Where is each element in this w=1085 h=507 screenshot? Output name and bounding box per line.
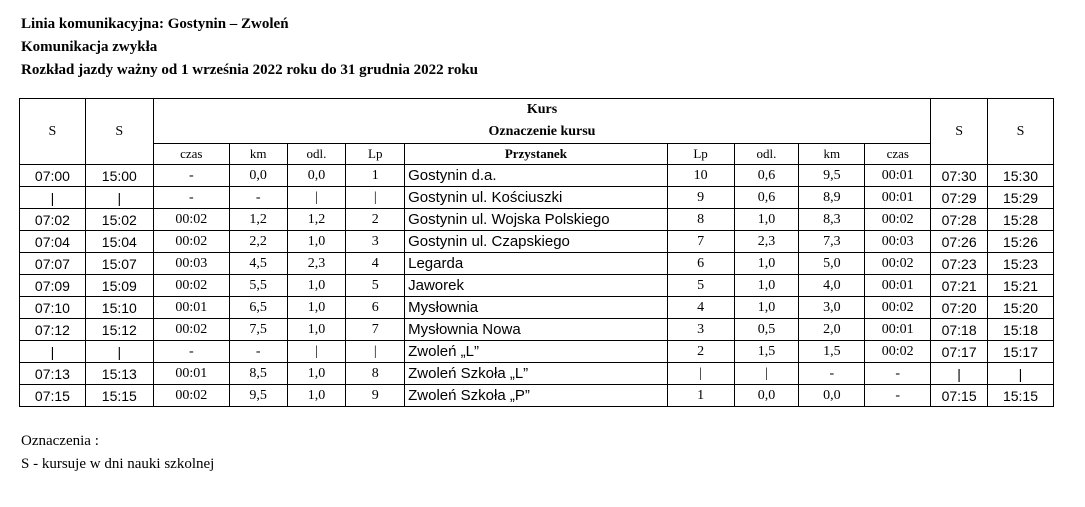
table-cell: 00:01	[153, 297, 229, 319]
table-cell: -	[229, 187, 287, 209]
table-cell: 1,0	[734, 297, 799, 319]
table-cell: 9	[667, 187, 734, 209]
table-cell: 4	[346, 253, 405, 275]
table-cell: 00:02	[865, 297, 931, 319]
table-cell: 00:02	[153, 209, 229, 231]
table-row	[20, 275, 1054, 297]
table-cell: 15:13	[85, 363, 153, 385]
subheader-czas-8: czas	[865, 144, 931, 165]
table-row	[20, 209, 1054, 231]
table-cell: -	[153, 187, 229, 209]
table-cell: 5	[346, 275, 405, 297]
table-cell: 9,5	[229, 385, 287, 407]
subheader-odl-6: odl.	[734, 144, 799, 165]
table-cell: 8,5	[229, 363, 287, 385]
table-cell: 15:15	[987, 385, 1053, 407]
table-cell: 2	[667, 341, 734, 363]
table-cell: 0,0	[287, 165, 346, 187]
service-type: Komunikacja zwykła	[21, 39, 158, 55]
table-cell: |	[346, 341, 405, 363]
table-cell: 2	[346, 209, 405, 231]
table-cell: 1,2	[287, 209, 346, 231]
table-cell: 15:04	[85, 231, 153, 253]
table-cell: 2,3	[734, 231, 799, 253]
table-cell: -	[153, 341, 229, 363]
table-cell: 00:02	[153, 275, 229, 297]
table-cell: 1,0	[287, 231, 346, 253]
subheader-km-7: km	[799, 144, 865, 165]
table-cell: 0,0	[799, 385, 865, 407]
table-cell: 3	[667, 319, 734, 341]
table-cell: 5,0	[799, 253, 865, 275]
table-cell: 00:01	[153, 363, 229, 385]
table-cell: 8	[346, 363, 405, 385]
table-cell: 15:28	[987, 209, 1053, 231]
table-cell: 2,3	[287, 253, 346, 275]
table-cell: 1,0	[287, 363, 346, 385]
table-cell: 0,0	[734, 385, 799, 407]
table-cell: 07:30	[931, 165, 988, 187]
table-cell: 07:28	[931, 209, 988, 231]
subheader-odl-2: odl.	[287, 144, 346, 165]
validity-period: Rozkład jazdy ważny od 1 września 2022 roku do 31 grudnia 2022 roku	[21, 62, 479, 78]
table-cell: 07:23	[931, 253, 988, 275]
table-cell: 1,0	[287, 385, 346, 407]
table-cell: 15:17	[987, 341, 1053, 363]
subheader-czas-0: czas	[153, 144, 229, 165]
table-cell: -	[153, 165, 229, 187]
table-cell: 15:20	[987, 297, 1053, 319]
table-cell: |	[20, 341, 86, 363]
subheader-row	[20, 144, 1054, 165]
table-cell: |	[287, 187, 346, 209]
table-row	[20, 165, 1054, 187]
stop-name: Zwoleń Szkoła „P”	[405, 385, 668, 407]
timetable-body	[20, 165, 1054, 407]
table-cell: 00:02	[153, 385, 229, 407]
table-cell: 0,0	[229, 165, 287, 187]
col-s-1: S	[20, 99, 86, 165]
table-cell: 1,0	[287, 319, 346, 341]
table-cell: 2,2	[229, 231, 287, 253]
table-cell: 07:00	[20, 165, 86, 187]
table-cell: -	[865, 363, 931, 385]
table-cell: 07:20	[931, 297, 988, 319]
stop-name: Mysłownia Nowa	[405, 319, 668, 341]
table-cell: |	[987, 363, 1053, 385]
table-cell: -	[229, 341, 287, 363]
table-cell: 2,0	[799, 319, 865, 341]
oznaczenie-label: Oznaczenie kursu	[488, 124, 596, 139]
stop-name: Mysłownia	[405, 297, 668, 319]
table-cell: 6	[346, 297, 405, 319]
table-cell: 15:10	[85, 297, 153, 319]
table-row	[20, 363, 1054, 385]
table-cell: 15:26	[987, 231, 1053, 253]
table-cell: 9	[346, 385, 405, 407]
table-cell: 0,5	[734, 319, 799, 341]
table-cell: 7	[667, 231, 734, 253]
table-cell: 00:02	[865, 341, 931, 363]
table-cell: |	[346, 187, 405, 209]
table-cell: 00:03	[153, 253, 229, 275]
stop-name: Gostynin ul. Wojska Polskiego	[405, 209, 668, 231]
table-cell: 4,0	[799, 275, 865, 297]
table-cell: 8,9	[799, 187, 865, 209]
timetable	[19, 98, 1054, 407]
table-cell: -	[799, 363, 865, 385]
table-cell: 1	[346, 165, 405, 187]
table-cell: 1,0	[734, 253, 799, 275]
table-cell: 15:30	[987, 165, 1053, 187]
table-cell: 07:10	[20, 297, 86, 319]
table-cell: 15:09	[85, 275, 153, 297]
legend	[21, 430, 214, 476]
table-cell: |	[287, 341, 346, 363]
table-cell: 07:26	[931, 231, 988, 253]
table-cell: 15:07	[85, 253, 153, 275]
table-cell: 0,6	[734, 187, 799, 209]
table-cell: 15:23	[987, 253, 1053, 275]
table-cell: 07:02	[20, 209, 86, 231]
table-cell: 07:04	[20, 231, 86, 253]
stop-name: Gostynin ul. Kościuszki	[405, 187, 668, 209]
table-cell: 1,0	[734, 209, 799, 231]
table-cell: 07:18	[931, 319, 988, 341]
table-cell: 07:29	[931, 187, 988, 209]
table-cell: |	[931, 363, 988, 385]
table-cell: |	[85, 341, 153, 363]
table-cell: 1,0	[734, 275, 799, 297]
table-cell: 3,0	[799, 297, 865, 319]
table-cell: 07:21	[931, 275, 988, 297]
table-cell: 15:15	[85, 385, 153, 407]
table-cell: 15:00	[85, 165, 153, 187]
col-s-3: S	[931, 99, 988, 165]
table-cell: 15:21	[987, 275, 1053, 297]
table-cell: 7,5	[229, 319, 287, 341]
table-cell: |	[85, 187, 153, 209]
table-cell: 00:01	[865, 319, 931, 341]
kurs-label: Kurs	[526, 102, 558, 117]
table-cell: 00:02	[153, 319, 229, 341]
kurs-header	[153, 99, 930, 144]
stop-name: Legarda	[405, 253, 668, 275]
table-cell: 07:15	[20, 385, 86, 407]
table-cell: 07:09	[20, 275, 86, 297]
table-cell: 10	[667, 165, 734, 187]
table-cell: 5,5	[229, 275, 287, 297]
table-cell: 15:12	[85, 319, 153, 341]
stop-name: Jaworek	[405, 275, 668, 297]
table-cell: 1,5	[799, 341, 865, 363]
table-cell: 00:02	[865, 253, 931, 275]
table-cell: 5	[667, 275, 734, 297]
table-cell: 07:12	[20, 319, 86, 341]
table-cell: |	[20, 187, 86, 209]
stop-name: Gostynin ul. Czapskiego	[405, 231, 668, 253]
table-cell: 4	[667, 297, 734, 319]
table-cell: 6,5	[229, 297, 287, 319]
table-row	[20, 341, 1054, 363]
table-cell: 1,2	[229, 209, 287, 231]
table-row	[20, 319, 1054, 341]
table-cell: 00:02	[153, 231, 229, 253]
table-row	[20, 231, 1054, 253]
table-row	[20, 297, 1054, 319]
table-cell: 6	[667, 253, 734, 275]
table-cell: 15:18	[987, 319, 1053, 341]
table-cell: 00:01	[865, 165, 931, 187]
legend-title: Oznaczenia :	[21, 433, 99, 449]
stop-name: Zwoleń Szkoła „L”	[405, 363, 668, 385]
line-title: Linia komunikacyjna: Gostynin – Zwoleń	[21, 16, 289, 32]
timetable-header	[21, 13, 478, 82]
col-s-4: S	[987, 99, 1053, 165]
table-cell: 07:17	[931, 341, 988, 363]
table-cell: 1,5	[734, 341, 799, 363]
table-cell: 15:29	[987, 187, 1053, 209]
table-cell: 15:02	[85, 209, 153, 231]
table-cell: 07:07	[20, 253, 86, 275]
table-cell: 3	[346, 231, 405, 253]
stop-name: Gostynin d.a.	[405, 165, 668, 187]
subheader-przystanek-4: Przystanek	[405, 144, 668, 165]
table-cell: 1,0	[287, 297, 346, 319]
subheader-lp-5: Lp	[667, 144, 734, 165]
table-cell: 8,3	[799, 209, 865, 231]
table-cell: |	[667, 363, 734, 385]
table-row	[20, 385, 1054, 407]
table-cell: 4,5	[229, 253, 287, 275]
table-cell: 0,6	[734, 165, 799, 187]
table-cell: 7,3	[799, 231, 865, 253]
table-cell: 07:13	[20, 363, 86, 385]
table-row	[20, 253, 1054, 275]
subheader-lp-3: Lp	[346, 144, 405, 165]
table-cell: 00:02	[865, 209, 931, 231]
subheader-km-1: km	[229, 144, 287, 165]
legend-s-description: S - kursuje w dni nauki szkolnej	[21, 456, 215, 472]
table-cell: |	[734, 363, 799, 385]
table-cell: 7	[346, 319, 405, 341]
table-cell: 9,5	[799, 165, 865, 187]
table-cell: 1	[667, 385, 734, 407]
table-cell: 07:15	[931, 385, 988, 407]
col-s-2: S	[85, 99, 153, 165]
stop-name: Zwoleń „L”	[405, 341, 668, 363]
table-cell: 00:01	[865, 187, 931, 209]
table-cell: -	[865, 385, 931, 407]
table-cell: 1,0	[287, 275, 346, 297]
table-cell: 00:03	[865, 231, 931, 253]
table-cell: 00:01	[865, 275, 931, 297]
table-row	[20, 187, 1054, 209]
table-cell: 8	[667, 209, 734, 231]
